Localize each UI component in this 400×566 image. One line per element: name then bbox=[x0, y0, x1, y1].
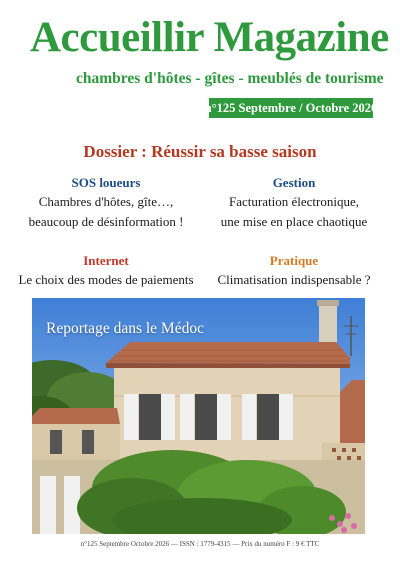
article-headline-line: beaucoup de désinformation ! bbox=[28, 214, 184, 229]
article-sos-loueurs bbox=[6, 174, 206, 231]
cover-photo bbox=[32, 298, 365, 534]
article-headline-line: Climatisation indispensable ? bbox=[217, 272, 371, 287]
article-headline-line: Chambres d'hôtes, gîte…, bbox=[38, 194, 174, 209]
article-kicker: Gestion bbox=[272, 175, 316, 190]
article-kicker: SOS loueurs bbox=[71, 175, 141, 190]
article-headline-line: Le choix des modes de paiements bbox=[18, 272, 194, 287]
magazine-title: Accueillir Magazine bbox=[30, 14, 389, 61]
issue-banner: n°125 Septembre / Octobre 2026 bbox=[209, 98, 373, 118]
article-kicker: Internet bbox=[83, 253, 129, 268]
photo-caption: Reportage dans le Médoc bbox=[46, 320, 204, 337]
article-pratique bbox=[194, 252, 394, 289]
masthead bbox=[0, 0, 400, 125]
dossier-headline: Dossier : Réussir sa basse saison bbox=[83, 142, 317, 161]
article-gestion bbox=[194, 174, 394, 231]
article-kicker: Pratique bbox=[269, 253, 319, 268]
footer-imprint: n°125 Septembre Octobre 2026 — ISSN : 1779-4315 — Prix du numéro F : 9 € TTC bbox=[80, 540, 320, 548]
article-headline-line: une mise en place chaotique bbox=[220, 214, 368, 229]
article-internet bbox=[6, 252, 206, 289]
magazine-subtitle: chambres d'hôtes - gîtes - meublés de tourisme bbox=[76, 70, 384, 87]
article-headline-line: Facturation électronique, bbox=[229, 194, 359, 209]
